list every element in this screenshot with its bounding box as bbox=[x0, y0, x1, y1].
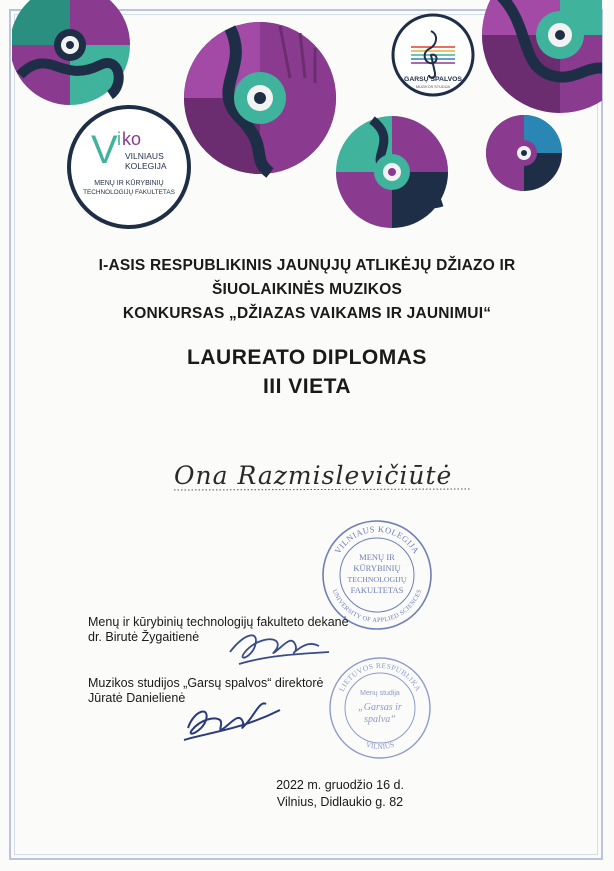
viko-mark-v: V bbox=[91, 128, 118, 172]
stamp2-ring-bottom: VILNIUS bbox=[364, 739, 396, 752]
stamp1-line4: FAKULTETAS bbox=[350, 585, 404, 595]
diploma-title: LAUREATO DIPLOMAS bbox=[187, 346, 427, 369]
garsu-spalvos-logo bbox=[391, 13, 475, 97]
studio-stamp bbox=[327, 655, 433, 761]
stamp2-ring-top: LIETUVOS RESPUBLIKA bbox=[337, 660, 423, 693]
contest-heading bbox=[0, 254, 614, 326]
recipient-name bbox=[160, 452, 480, 496]
contest-line3: KONKURSAS „DŽIAZAS VAIKAMS IR JAUNIMUI“ bbox=[122, 305, 492, 322]
disc-icon bbox=[482, 0, 614, 113]
signatory-director-name: Jūratė Danielienė bbox=[88, 691, 186, 705]
director-signature bbox=[180, 690, 290, 746]
disc-icon bbox=[184, 22, 336, 174]
stamp1-ring-top: VILNIAUS KOLEGIJA bbox=[332, 523, 422, 556]
signatory-dean-role: Menų ir kūrybinių technologijų fakulteto dekanė bbox=[88, 615, 349, 629]
contest-line1: I-ASIS RESPUBLIKINIS JAUNŲJŲ ATLIKĖJŲ DŽIAZO IR bbox=[98, 257, 516, 274]
recipient-name-text: Ona Razmislevičiūtė bbox=[174, 461, 453, 490]
issue-address: Vilnius, Didlaukio g. 82 bbox=[276, 795, 404, 809]
viko-line4: TECHNOLOGIJŲ FAKULTETAS bbox=[83, 189, 175, 196]
viko-mark-i: i bbox=[117, 129, 121, 149]
viko-line3: MENŲ IR KŪRYBINIŲ bbox=[94, 180, 164, 187]
signatory-director-role: Muzikos studijos „Garsų spalvos“ direktorė bbox=[88, 676, 324, 690]
stamp1-line1: MENŲ IR bbox=[359, 552, 395, 562]
dean-signature bbox=[225, 622, 335, 668]
diploma-place: III VIETA bbox=[262, 375, 352, 398]
stamp1-ring-bottom: UNIVERSITY OF APPLIED SCIENCES bbox=[330, 588, 424, 625]
stamp1-line3: TECHNOLOGIJŲ bbox=[347, 575, 407, 584]
stamp2-line3: spalva“ bbox=[364, 714, 396, 725]
diploma-title-block bbox=[0, 343, 614, 401]
garsu-sub: MUZIKOS STUDIJA bbox=[415, 85, 451, 89]
disc-icon bbox=[486, 115, 562, 191]
svg-text:VILNIAUS KOLEGIJA bbox=[332, 524, 421, 556]
disc-icon bbox=[10, 0, 130, 105]
svg-text:VILNIUS bbox=[365, 740, 396, 751]
viko-line1: VILNIAUS bbox=[125, 151, 164, 161]
stamp2-line2: „Garsas ir bbox=[358, 702, 402, 713]
disc-icon bbox=[336, 116, 448, 228]
stamp2-line1: Menų studija bbox=[360, 690, 400, 697]
stamp1-line2: KŪRYBINIŲ bbox=[353, 563, 401, 573]
garsu-label: GARSŲ SPALVOS bbox=[404, 76, 462, 83]
issue-date: 2022 m. gruodžio 16 d. bbox=[276, 778, 404, 792]
signatory-dean-name: dr. Birutė Žygaitienė bbox=[88, 630, 200, 644]
viko-mark-ko: ko bbox=[122, 129, 142, 149]
viko-logo bbox=[67, 105, 191, 229]
viko-line2: KOLEGIJA bbox=[125, 161, 167, 171]
footer bbox=[210, 777, 470, 811]
contest-line2: ŠIUOLAIKINĖS MUZIKOS bbox=[211, 281, 402, 298]
svg-text:LIETUVOS RESPUBLIKA bbox=[337, 661, 423, 693]
